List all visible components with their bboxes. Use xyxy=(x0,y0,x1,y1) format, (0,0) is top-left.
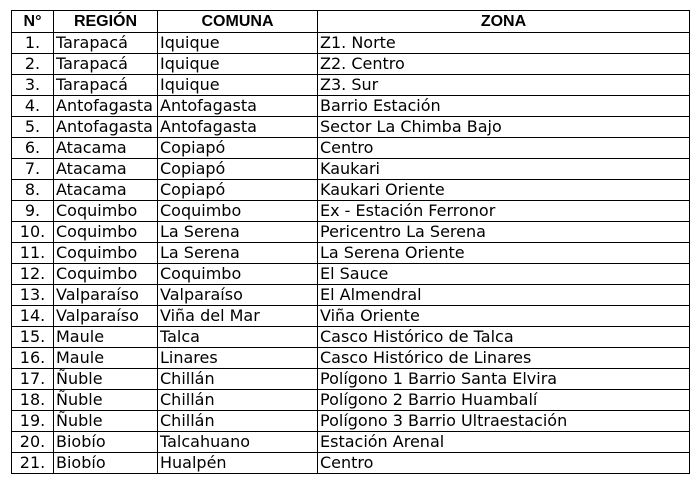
cell-region: Coquimbo xyxy=(54,264,158,285)
cell-num: 4. xyxy=(12,96,54,117)
cell-num: 9. xyxy=(12,201,54,222)
cell-comuna: Copiapó xyxy=(158,180,318,201)
cell-region: Atacama xyxy=(54,180,158,201)
cell-comuna: La Serena xyxy=(158,243,318,264)
cell-num: 14. xyxy=(12,306,54,327)
cell-comuna: Talcahuano xyxy=(158,432,318,453)
table-row xyxy=(12,54,690,75)
cell-region: Coquimbo xyxy=(54,222,158,243)
table-header xyxy=(12,11,690,33)
cell-zona: Sector La Chimba Bajo xyxy=(318,117,690,138)
cell-zona: Kaukari Oriente xyxy=(318,180,690,201)
cell-comuna: Coquimbo xyxy=(158,264,318,285)
cell-zona: Ex - Estación Ferronor xyxy=(318,201,690,222)
zones-table xyxy=(11,10,690,474)
cell-zona: Polígono 1 Barrio Santa Elvira xyxy=(318,369,690,390)
cell-zona: Centro xyxy=(318,138,690,159)
cell-num: 13. xyxy=(12,285,54,306)
cell-region: Atacama xyxy=(54,159,158,180)
table-row xyxy=(12,453,690,474)
table-row xyxy=(12,411,690,432)
table-row xyxy=(12,390,690,411)
cell-num: 3. xyxy=(12,75,54,96)
cell-region: Tarapacá xyxy=(54,75,158,96)
table-row xyxy=(12,201,690,222)
cell-zona: Viña Oriente xyxy=(318,306,690,327)
table-row xyxy=(12,327,690,348)
table-row xyxy=(12,348,690,369)
cell-comuna: Chillán xyxy=(158,369,318,390)
cell-comuna: Coquimbo xyxy=(158,201,318,222)
header-zona: ZONA xyxy=(318,11,690,33)
header-num: N° xyxy=(12,11,54,33)
cell-num: 18. xyxy=(12,390,54,411)
cell-zona: El Sauce xyxy=(318,264,690,285)
cell-num: 5. xyxy=(12,117,54,138)
cell-comuna: Iquique xyxy=(158,54,318,75)
cell-zona: Z1. Norte xyxy=(318,33,690,54)
cell-num: 11. xyxy=(12,243,54,264)
cell-comuna: Chillán xyxy=(158,411,318,432)
cell-num: 10. xyxy=(12,222,54,243)
cell-region: Maule xyxy=(54,327,158,348)
cell-comuna: Linares xyxy=(158,348,318,369)
table-row xyxy=(12,159,690,180)
cell-comuna: Iquique xyxy=(158,75,318,96)
header-region: REGIÓN xyxy=(54,11,158,33)
table-row xyxy=(12,306,690,327)
table-row xyxy=(12,117,690,138)
cell-comuna: Talca xyxy=(158,327,318,348)
table-row xyxy=(12,432,690,453)
cell-zona: La Serena Oriente xyxy=(318,243,690,264)
table-row xyxy=(12,138,690,159)
cell-comuna: Copiapó xyxy=(158,159,318,180)
cell-region: Tarapacá xyxy=(54,54,158,75)
table-body xyxy=(12,33,690,474)
cell-comuna: Viña del Mar xyxy=(158,306,318,327)
cell-zona: Barrio Estación xyxy=(318,96,690,117)
cell-num: 17. xyxy=(12,369,54,390)
cell-comuna: Chillán xyxy=(158,390,318,411)
table-row xyxy=(12,369,690,390)
cell-zona: Casco Histórico de Talca xyxy=(318,327,690,348)
cell-region: Atacama xyxy=(54,138,158,159)
cell-zona: Polígono 3 Barrio Ultraestación xyxy=(318,411,690,432)
cell-zona: Kaukari xyxy=(318,159,690,180)
table-row xyxy=(12,222,690,243)
cell-comuna: Valparaíso xyxy=(158,285,318,306)
cell-region: Valparaíso xyxy=(54,306,158,327)
cell-zona: Polígono 2 Barrio Huambalí xyxy=(318,390,690,411)
table-row xyxy=(12,264,690,285)
cell-zona: Pericentro La Serena xyxy=(318,222,690,243)
cell-num: 1. xyxy=(12,33,54,54)
cell-num: 8. xyxy=(12,180,54,201)
cell-region: Coquimbo xyxy=(54,243,158,264)
cell-zona: Centro xyxy=(318,453,690,474)
cell-region: Valparaíso xyxy=(54,285,158,306)
cell-num: 16. xyxy=(12,348,54,369)
cell-region: Biobío xyxy=(54,432,158,453)
table-row xyxy=(12,285,690,306)
cell-region: Coquimbo xyxy=(54,201,158,222)
cell-region: Ñuble xyxy=(54,369,158,390)
cell-comuna: Antofagasta xyxy=(158,117,318,138)
cell-region: Biobío xyxy=(54,453,158,474)
header-row xyxy=(12,11,690,33)
cell-region: Maule xyxy=(54,348,158,369)
cell-num: 2. xyxy=(12,54,54,75)
cell-zona: Estación Arenal xyxy=(318,432,690,453)
cell-num: 12. xyxy=(12,264,54,285)
cell-region: Antofagasta xyxy=(54,96,158,117)
cell-region: Tarapacá xyxy=(54,33,158,54)
table-row xyxy=(12,75,690,96)
cell-zona: Casco Histórico de Linares xyxy=(318,348,690,369)
cell-comuna: Antofagasta xyxy=(158,96,318,117)
cell-region: Antofagasta xyxy=(54,117,158,138)
cell-comuna: Iquique xyxy=(158,33,318,54)
table-row xyxy=(12,243,690,264)
cell-region: Ñuble xyxy=(54,390,158,411)
cell-num: 15. xyxy=(12,327,54,348)
table-row xyxy=(12,33,690,54)
header-comuna: COMUNA xyxy=(158,11,318,33)
cell-comuna: Hualpén xyxy=(158,453,318,474)
cell-num: 19. xyxy=(12,411,54,432)
table-row xyxy=(12,180,690,201)
cell-comuna: Copiapó xyxy=(158,138,318,159)
cell-comuna: La Serena xyxy=(158,222,318,243)
cell-num: 21. xyxy=(12,453,54,474)
cell-region: Ñuble xyxy=(54,411,158,432)
cell-num: 6. xyxy=(12,138,54,159)
table-row xyxy=(12,96,690,117)
cell-zona: Z2. Centro xyxy=(318,54,690,75)
cell-zona: Z3. Sur xyxy=(318,75,690,96)
cell-num: 20. xyxy=(12,432,54,453)
cell-num: 7. xyxy=(12,159,54,180)
cell-zona: El Almendral xyxy=(318,285,690,306)
